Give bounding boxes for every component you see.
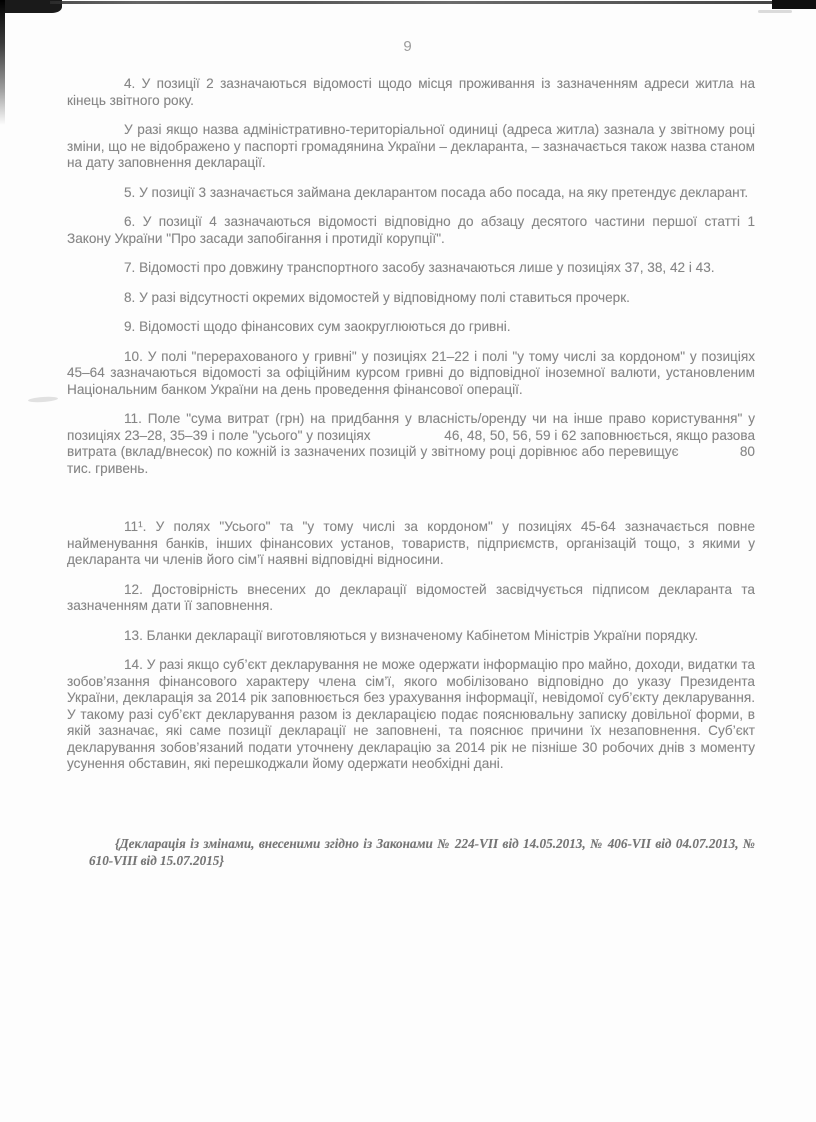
- paragraph-10: 10. У полі "перерахованого у гривні" у позиціях 21–22 і полі "у тому числі за кордоном" у позиціях 45–64 зазначаються відомості за офіційним курсом гривні до відповідної іноземної валюти, установленим Національним банком України на день проведення фінансової операції.: [67, 348, 755, 397]
- scan-artifact-top-edge-line: [50, 1, 775, 4]
- paragraph-8: 8. У разі відсутності окремих відомостей у відповідному полі ставиться прочерк.: [124, 289, 630, 305]
- paragraph-7: 7. Відомості про довжину транспортного засобу зазначаються лише у позиціях 37, 38, 42 і 43.: [124, 260, 715, 275]
- paragraph-9: 9. Відомості щодо фінансових сум заокруглюються до гривні.: [124, 319, 511, 334]
- paragraph-6: 6. У позиції 4 зазначаються відомості відповідно до абзацу десятого частини першої статті 1 Закону України "Про засади запобігання і протидії корупції".: [67, 214, 755, 246]
- scan-artifact-margin-dash: [28, 396, 58, 403]
- paragraph-4-continuation: У разі якщо назва адміністративно-територіальної одиниці (адреса житла) зазнала у звітному році зміни, що не відображено у паспорті громадянина України – декларанта, – зазначається також назва станом на дату заповнення декларації.: [67, 122, 755, 170]
- document-body: [67, 76, 755, 870]
- paragraph-11: 11. Поле "сума витрат (грн) на придбання у власність/оренду чи на інше право користування" у позиціях 23–28, 35–39 і поле "усього" у позиціях 46, 48, 50, 56, 59 і 62 заповнюється, якщо разова витрата (вклад/внесок) по кожній із зазначених позицій у звітному році дорівнює або перевищує 80 тис. гривень.: [67, 411, 755, 476]
- scan-artifact-top-right-corner: [772, 0, 816, 9]
- paragraph-11-1: 11¹. У полях "Усього" та "у тому числі за кордоном" у позиціях 45-64 зазначається повне найменування банків, інших фінансових установ, товариств, підприємств, організацій тощо, з якими у декларанта чи членів його сім’ї наявні відповідні відносини.: [67, 519, 755, 567]
- paragraph-4: 4. У позиції 2 зазначаються відомості щодо місця проживання із зазначенням адреси житла на кінець звітного року.: [67, 76, 755, 108]
- paragraph-14: 14. У разі якщо суб’єкт декларування не може одержати інформацію про майно, доходи, видатки та зобов’язання фінансового характеру члена сім’ї, якого мобілізовано відповідно до указу Президента України, декларація за 2014 рік заповнюється без урахування інформації, невідомої суб’єкту декларування. У такому разі суб’єкт декларування разом із декларацією подає пояснювальну записку довільної форми, в якій зазначає, які саме позиції декларації не заповнені, та пояснює причини їх незаповнення. Суб’єкт декларування зобов’язаний подати уточнену декларацію за 2014 рік не пізніше 30 робочих днів з моменту усунення обставин, які перешкоджали йому одержати необхідні дані.: [67, 657, 755, 771]
- scan-artifact-right-smudge: [758, 10, 792, 13]
- amendments-footnote: {Декларація із змінами, внесеними згідно із Законами № 224-VII від 14.05.2013, № 406-VII від 04.07.2013, № 610-VIII від 15.07.2015}: [89, 835, 755, 868]
- scan-artifact-top-left-corner: [0, 0, 62, 13]
- paragraph-12: 12. Достовірність внесених до декларації відомостей засвідчується підписом декларанта та зазначенням дати її заповнення.: [67, 581, 755, 613]
- page-number: 9: [403, 38, 413, 55]
- scan-artifact-left-edge: [0, 0, 5, 125]
- paragraph-5: 5. У позиції 3 зазначається займана декларантом посада або посада, на яку претендує декларант.: [124, 184, 749, 200]
- paragraph-13: 13. Бланки декларації виготовляються у визначеному Кабінетом Міністрів України порядку.: [124, 627, 699, 643]
